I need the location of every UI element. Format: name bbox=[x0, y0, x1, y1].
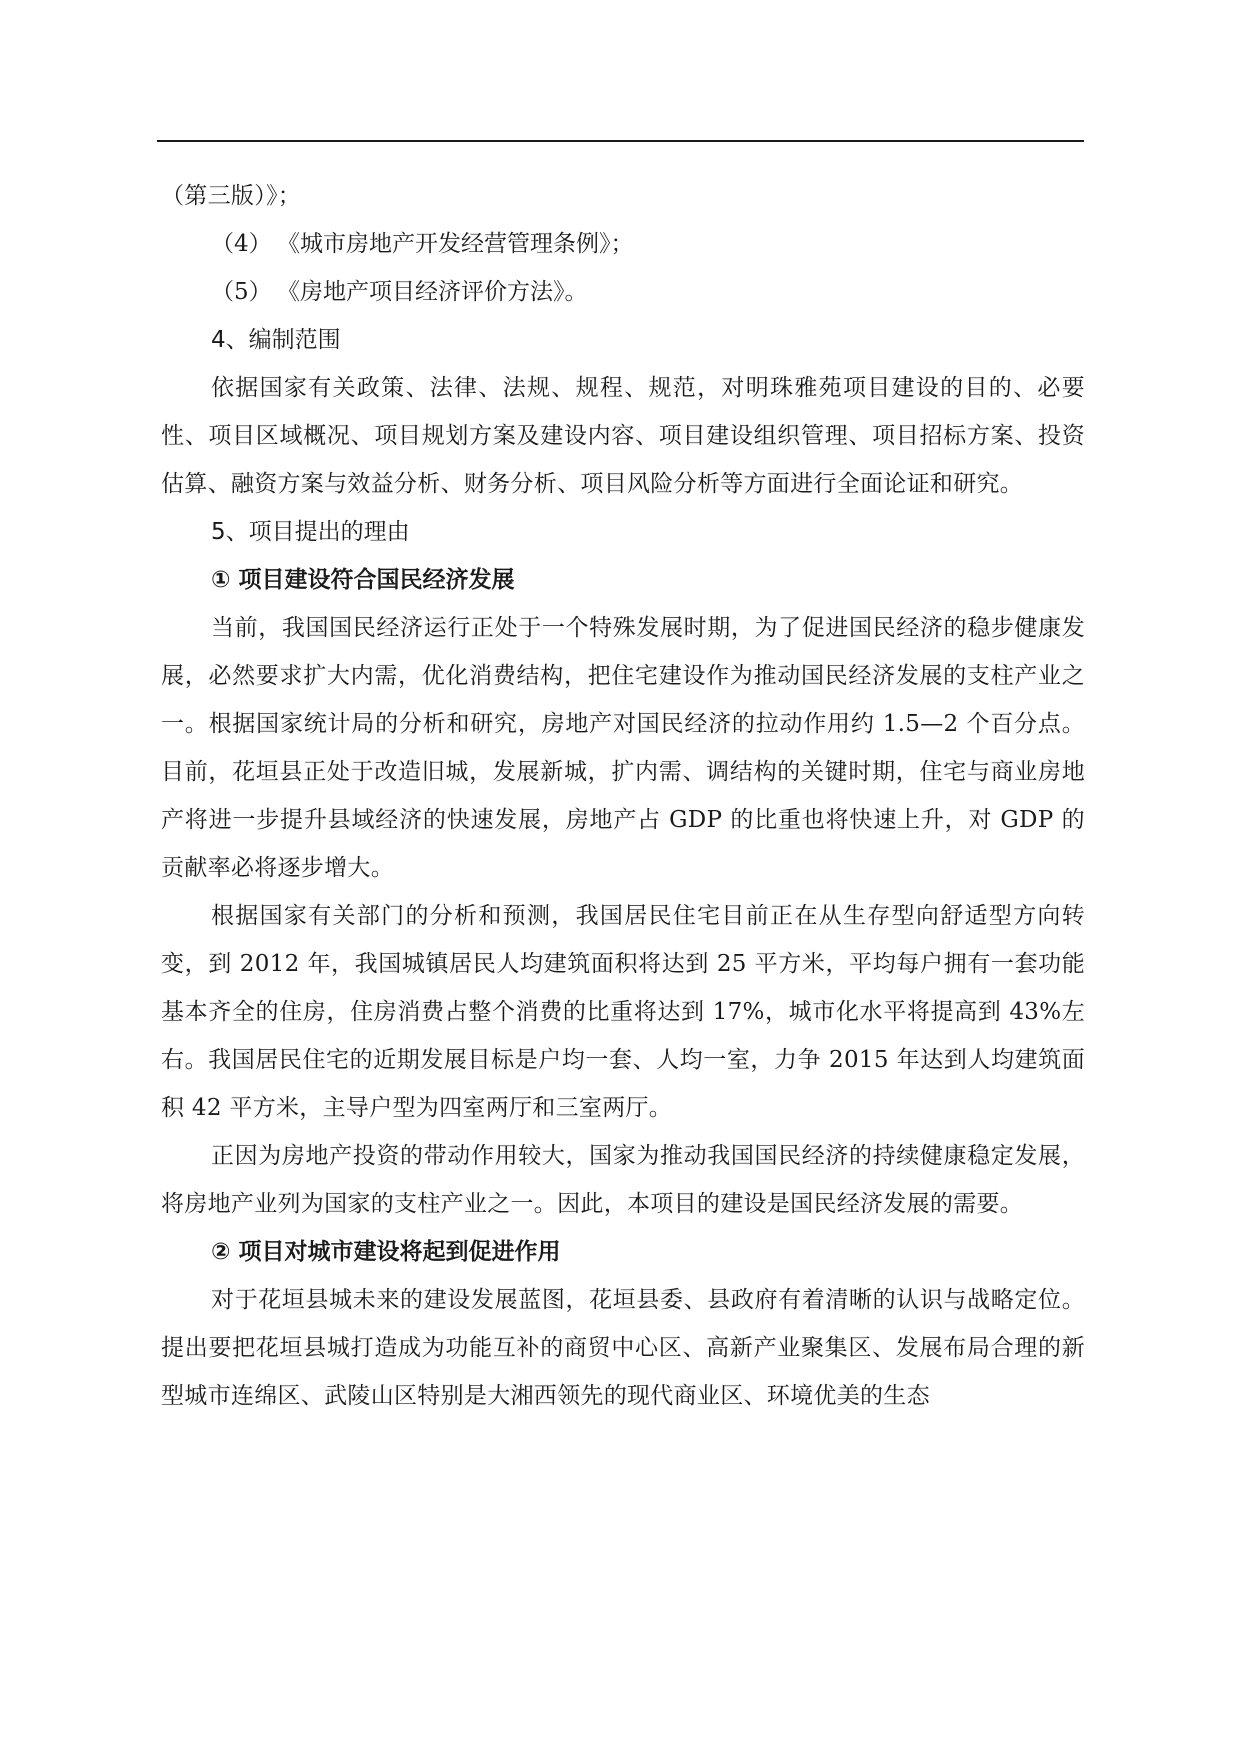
paragraph: 正因为房地产投资的带动作用较大，国家为推动我国国民经济的持续健康稳定发展，将房地产业列为国家的支柱产业之一。因此，本项目的建设是国民经济发展的需要。 bbox=[161, 1143, 1085, 1217]
subsection-title: ① 项目建设符合国民经济发展 bbox=[211, 567, 515, 593]
paragraph: 当前，我国国民经济运行正处于一个特殊发展时期，为了促进国民经济的稳步健康发展，必然要求扩大内需，优化消费结构，把住宅建设作为推动国民经济发展的支柱产业之一。根据国家统计局的分析和研究，房地产对国民经济的拉动作用约 1.5—2 个百分点。目前，花垣县正处于改造旧城，发展新城，扩内需、调结构的关键时期，住宅与商业房地产将进一步提升县域经济的快速发展，房地产占 GDP 的比重也将快速上升，对 GDP 的贡献率必将逐步增大。 bbox=[161, 615, 1085, 881]
paragraph: 依据国家有关政策、法律、法规、规程、规范，对明珠雅苑项目建设的目的、必要性、项目区域概况、项目规划方案及建设内容、项目建设组织管理、项目招标方案、投资估算、融资方案与效益分析、财务分析、项目风险分析等方面进行全面论证和研究。 bbox=[161, 375, 1085, 497]
paragraph: 对于花垣县城未来的建设发展蓝图，花垣县委、县政府有着清晰的认识与战略定位。提出要把花垣县城打造成为功能互补的商贸中心区、高新产业聚集区、发展布局合理的新型城市连绵区、武陵山区特别是大湘西领先的现代商业区、环境优美的生态 bbox=[161, 1287, 1085, 1409]
reference-number: （4） bbox=[211, 231, 272, 257]
continuation-line: （第三版）》； bbox=[161, 183, 302, 209]
header-rule bbox=[157, 140, 1084, 142]
reference-item bbox=[161, 268, 1085, 316]
section-heading: 5、项目提出的理由 bbox=[211, 519, 410, 545]
section-heading: 4、编制范围 bbox=[211, 327, 341, 353]
paragraph: 根据国家有关部门的分析和预测，我国居民住宅目前正在从生存型向舒适型方向转变，到 2012 年，我国城镇居民人均建筑面积将达到 25 平方米，平均每户拥有一套功能基本齐全的住房，住房消费占整个消费的比重将达到 17%，城市化水平将提高到 43%左右。我国居民住宅的近期发展目标是户均一套、人均一室，力争 2015 年达到人均建筑面积 42 平方米，主导户型为四室两厅和三室两厅。 bbox=[161, 903, 1085, 1121]
page-content bbox=[161, 172, 1085, 1420]
subsection-title: ② 项目对城市建设将起到促进作用 bbox=[211, 1239, 561, 1265]
reference-text: 《房地产项目经济评价方法》。 bbox=[277, 279, 588, 305]
reference-number: （5） bbox=[211, 279, 272, 305]
reference-text: 《城市房地产开发经营管理条例》； bbox=[277, 231, 634, 257]
reference-item bbox=[161, 220, 1085, 268]
